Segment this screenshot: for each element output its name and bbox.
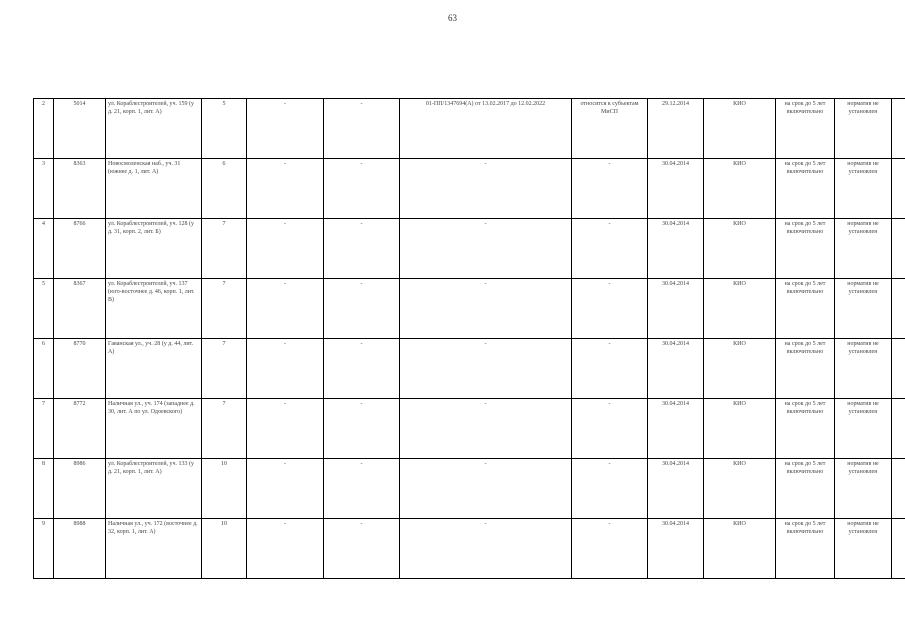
cell-term: на срок до 5 лет включительно bbox=[776, 219, 835, 279]
table-row bbox=[34, 519, 905, 579]
cell-norm: норматив не установлен bbox=[835, 399, 892, 459]
cell-last bbox=[892, 279, 905, 339]
cell-col5: - bbox=[247, 279, 324, 339]
cell-contract: - bbox=[400, 519, 572, 579]
cell-term: на срок до 5 лет включительно bbox=[776, 159, 835, 219]
cell-last bbox=[892, 399, 905, 459]
table-row bbox=[34, 279, 905, 339]
row-number: 2 bbox=[34, 99, 54, 159]
cell-msp: - bbox=[572, 339, 648, 399]
cell-msp: - bbox=[572, 399, 648, 459]
cell-norm: норматив не установлен bbox=[835, 159, 892, 219]
table-row bbox=[34, 399, 905, 459]
cell-msp: - bbox=[572, 459, 648, 519]
cell-contract: - bbox=[400, 399, 572, 459]
object-address: Гаванская ул., уч. 28 (у д. 44, лит. А) bbox=[106, 339, 202, 399]
cell-col5: - bbox=[247, 519, 324, 579]
table-row bbox=[34, 159, 905, 219]
table-row bbox=[34, 459, 905, 519]
object-id: 8988 bbox=[54, 519, 106, 579]
cell-col6: - bbox=[324, 99, 400, 159]
cell-col6: - bbox=[324, 339, 400, 399]
cell-date: 30.04.2014 bbox=[648, 399, 704, 459]
cell-term: на срок до 5 лет включительно bbox=[776, 399, 835, 459]
cell-quantity: 7 bbox=[202, 339, 247, 399]
cell-last bbox=[892, 459, 905, 519]
cell-date: 30.04.2014 bbox=[648, 519, 704, 579]
cell-term: на срок до 5 лет включительно bbox=[776, 279, 835, 339]
cell-last bbox=[892, 219, 905, 279]
cell-col6: - bbox=[324, 279, 400, 339]
cell-date: 30.04.2014 bbox=[648, 279, 704, 339]
cell-norm: норматив не установлен bbox=[835, 219, 892, 279]
cell-norm: норматив не установлен bbox=[835, 459, 892, 519]
cell-msp: относится к субъектам МиСП bbox=[572, 99, 648, 159]
object-id: 5014 bbox=[54, 99, 106, 159]
cell-date: 30.04.2014 bbox=[648, 159, 704, 219]
object-id: 8363 bbox=[54, 159, 106, 219]
row-number: 6 bbox=[34, 339, 54, 399]
object-address: Наличная ул., уч. 174 (западнее д. 30, лит. А по ул. Одоевского) bbox=[106, 399, 202, 459]
cell-org: КИО bbox=[704, 519, 776, 579]
cell-term: на срок до 5 лет включительно bbox=[776, 459, 835, 519]
cell-contract: - bbox=[400, 159, 572, 219]
cell-msp: - bbox=[572, 159, 648, 219]
object-id: 8770 bbox=[54, 339, 106, 399]
cell-last bbox=[892, 99, 905, 159]
cell-col6: - bbox=[324, 459, 400, 519]
cell-quantity: 7 bbox=[202, 279, 247, 339]
object-address: ул. Кораблестроителей, уч. 159 (у д. 21, корп. 1, лит. А) bbox=[106, 99, 202, 159]
cell-col5: - bbox=[247, 219, 324, 279]
cell-term: на срок до 5 лет включительно bbox=[776, 519, 835, 579]
cell-last bbox=[892, 519, 905, 579]
cell-msp: - bbox=[572, 279, 648, 339]
cell-org: КИО bbox=[704, 399, 776, 459]
object-address: ул. Кораблестроителей, уч. 137 (юго-восточнее д. 46, корп. 1, лит. В) bbox=[106, 279, 202, 339]
object-address: Новосмоленская наб., уч. 31 (южнее д. 1, лит. А) bbox=[106, 159, 202, 219]
object-id: 8986 bbox=[54, 459, 106, 519]
cell-org: КИО bbox=[704, 279, 776, 339]
cell-quantity: 10 bbox=[202, 459, 247, 519]
registry-table bbox=[33, 98, 905, 579]
cell-col6: - bbox=[324, 399, 400, 459]
cell-col5: - bbox=[247, 159, 324, 219]
cell-col5: - bbox=[247, 339, 324, 399]
row-number: 4 bbox=[34, 219, 54, 279]
cell-contract: - bbox=[400, 339, 572, 399]
cell-term: на срок до 5 лет включительно bbox=[776, 99, 835, 159]
cell-contract: 01-ПП/1347694(А) от 13.02.2017 до 12.02.2022 bbox=[400, 99, 572, 159]
cell-col6: - bbox=[324, 219, 400, 279]
cell-quantity: 6 bbox=[202, 159, 247, 219]
cell-org: КИО bbox=[704, 339, 776, 399]
object-address: Наличная ул., уч. 172 (восточнее д. 32, корп. 1, лит. А) bbox=[106, 519, 202, 579]
object-address: ул. Кораблестроителей, уч. 133 (у д. 21, корп. 1, лит. А) bbox=[106, 459, 202, 519]
cell-col5: - bbox=[247, 459, 324, 519]
cell-contract: - bbox=[400, 279, 572, 339]
cell-col6: - bbox=[324, 159, 400, 219]
row-number: 8 bbox=[34, 459, 54, 519]
page-number: 63 bbox=[448, 13, 457, 23]
table-row bbox=[34, 339, 905, 399]
cell-quantity: 7 bbox=[202, 219, 247, 279]
cell-date: 30.04.2014 bbox=[648, 219, 704, 279]
cell-last bbox=[892, 159, 905, 219]
object-address: ул. Кораблестроителей, уч. 128 (у д. 31, корп. 2, лит. Б) bbox=[106, 219, 202, 279]
cell-msp: - bbox=[572, 219, 648, 279]
cell-date: 30.04.2014 bbox=[648, 339, 704, 399]
row-number: 9 bbox=[34, 519, 54, 579]
cell-quantity: 10 bbox=[202, 519, 247, 579]
row-number: 7 bbox=[34, 399, 54, 459]
cell-quantity: 5 bbox=[202, 99, 247, 159]
cell-contract: - bbox=[400, 459, 572, 519]
cell-norm: норматив не установлен bbox=[835, 339, 892, 399]
cell-org: КИО bbox=[704, 99, 776, 159]
row-number: 3 bbox=[34, 159, 54, 219]
cell-org: КИО bbox=[704, 219, 776, 279]
cell-col5: - bbox=[247, 99, 324, 159]
table-row bbox=[34, 219, 905, 279]
cell-quantity: 7 bbox=[202, 399, 247, 459]
cell-norm: норматив не установлен bbox=[835, 279, 892, 339]
object-id: 8772 bbox=[54, 399, 106, 459]
cell-contract: - bbox=[400, 219, 572, 279]
cell-msp: - bbox=[572, 519, 648, 579]
cell-date: 29.12.2014 bbox=[648, 99, 704, 159]
object-id: 8766 bbox=[54, 219, 106, 279]
cell-norm: норматив не установлен bbox=[835, 99, 892, 159]
cell-date: 30.04.2014 bbox=[648, 459, 704, 519]
cell-col6: - bbox=[324, 519, 400, 579]
cell-last bbox=[892, 339, 905, 399]
cell-org: КИО bbox=[704, 159, 776, 219]
table-row bbox=[34, 99, 905, 159]
cell-term: на срок до 5 лет включительно bbox=[776, 339, 835, 399]
cell-col5: - bbox=[247, 399, 324, 459]
cell-norm: норматив не установлен bbox=[835, 519, 892, 579]
object-id: 8367 bbox=[54, 279, 106, 339]
row-number: 5 bbox=[34, 279, 54, 339]
cell-org: КИО bbox=[704, 459, 776, 519]
